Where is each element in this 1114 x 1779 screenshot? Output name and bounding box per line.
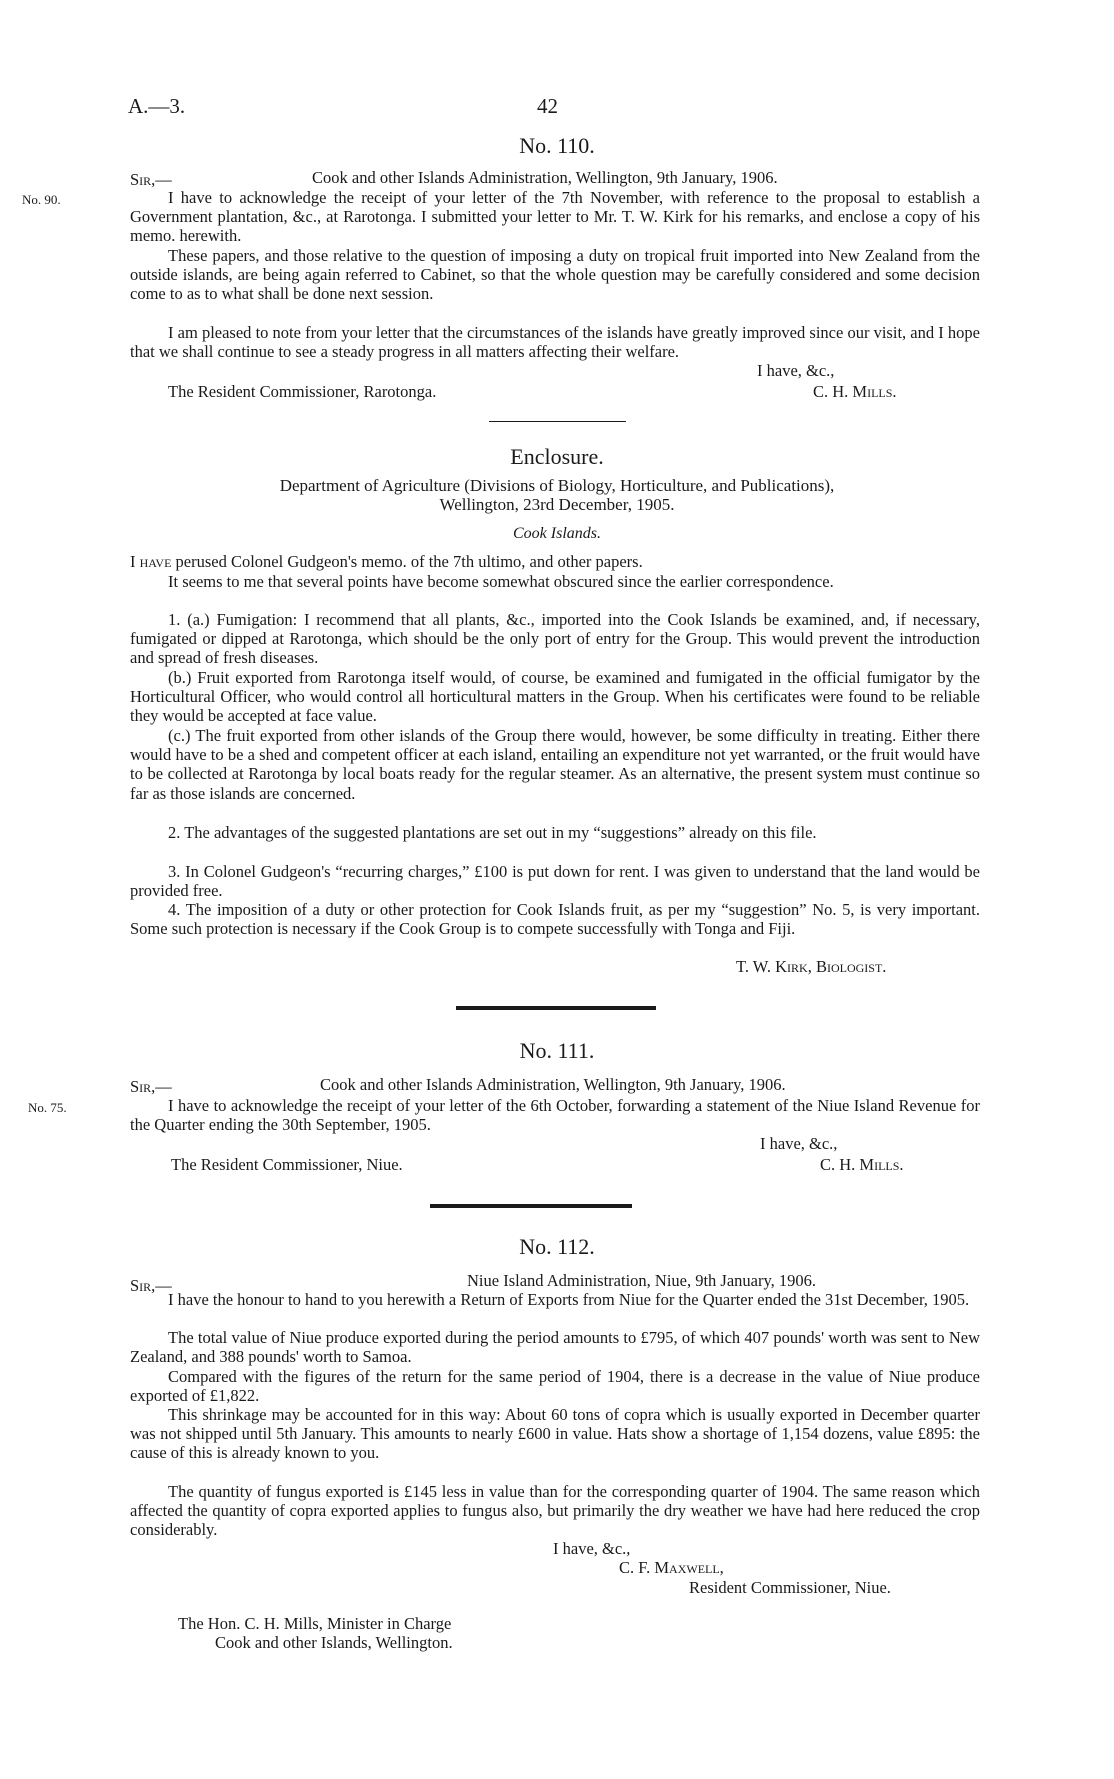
letter-111-margin-ref: No. 75.	[28, 1100, 67, 1115]
letter-111-dateline: Cook and other Islands Administration, Wellington, 9th January, 1906.	[320, 1075, 786, 1094]
enclosure-paragraph-1: It seems to me that several points have become somewhat obscured since the earlier correspondence.	[168, 572, 834, 591]
letter-110-paragraph-1: I have to acknowledge the receipt of your letter of the 7th November, with reference to the proposal to establish a Government plantation, &c., at Rarotonga. I submitted your letter to Mr. T. W. Kirk for his remarks, and enclose a copy of his memo. herewith.	[130, 188, 980, 246]
enclosure-paragraph-5: 2. The advantages of the suggested plantations are set out in my “suggestions” already on this file.	[168, 823, 817, 842]
letter-112-paragraph-1: I have the honour to hand to you herewith a Return of Exports from Niue for the Quarter ended the 31st December, 1905.	[168, 1290, 970, 1309]
divider	[489, 421, 626, 422]
letter-111-paragraph-1: I have to acknowledge the receipt of your letter of the 6th October, forwarding a statement of the Niue Island Revenue for the Quarter ending the 30th September, 1905.	[130, 1096, 980, 1135]
enclosure-heading: Enclosure.	[510, 444, 604, 469]
page-reference: A.—3.	[128, 94, 186, 118]
enclosure-paragraph-6: 3. In Colonel Gudgeon's “recurring charges,” £100 is put down for rent. I was given to understand that the land would be provided free.	[130, 862, 980, 901]
enclosure-dateline: Wellington, 23rd December, 1905.	[439, 495, 675, 514]
letter-112-dateline: Niue Island Administration, Niue, 9th January, 1906.	[467, 1271, 817, 1290]
letter-110-signature: C. H. Mills.	[813, 382, 897, 401]
enclosure-department: Department of Agriculture (Divisions of Biology, Horticulture, and Publications),	[279, 476, 835, 495]
enclosure-paragraph-3: (b.) Fruit exported from Rarotonga itself would, of course, be examined and fumigated in the official fumigator by the Horticultural Officer, who would control all horticultural matters in the Group. When his certificates were found to be reliable they would be accepted at face value.	[130, 668, 980, 726]
letter-112-signature-title: Resident Commissioner, Niue.	[689, 1578, 891, 1597]
letter-111-salutation: Sir,—	[130, 1077, 172, 1096]
letter-110-addressee: The Resident Commissioner, Rarotonga.	[168, 382, 437, 401]
letter-112-closing: I have, &c.,	[553, 1539, 631, 1558]
enclosure-signature: T. W. Kirk, Biologist.	[736, 957, 887, 976]
letter-112-heading: No. 112.	[519, 1234, 595, 1259]
letter-112-addressee-line-2: Cook and other Islands, Wellington.	[215, 1633, 453, 1652]
letter-112-paragraph-2: The total value of Niue produce exported during the period amounts to £795, of which 407 pounds' worth was sent to New Zealand, and 388 pounds' worth to Samoa.	[130, 1328, 980, 1367]
letter-110-heading: No. 110.	[519, 133, 595, 158]
section-divider	[430, 1204, 632, 1208]
letter-112-signature: C. F. Maxwell,	[619, 1558, 724, 1577]
enclosure-opening: I have perused Colonel Gudgeon's memo. of the 7th ultimo, and other papers.	[130, 552, 643, 571]
enclosure-opening-caps: I have	[130, 552, 172, 571]
letter-112-paragraph-4: This shrinkage may be accounted for in this way: About 60 tons of copra which is usually exported in December quarter was not shipped until 5th January. This amounts to nearly £600 in value. Hats show a shortage of 1,154 dozens, value £895: the cause of this is already known to you.	[130, 1405, 980, 1463]
letter-110-margin-ref: No. 90.	[22, 192, 61, 207]
letter-111-heading: No. 111.	[519, 1038, 595, 1063]
letter-110-salutation: Sir,—	[130, 170, 172, 189]
letter-110-dateline: Cook and other Islands Administration, Wellington, 9th January, 1906.	[312, 168, 778, 187]
enclosure-paragraph-4: (c.) The fruit exported from other islands of the Group there would, however, be some difficulty in treating. Either there would have to be a shed and competent officer at each island, entailing an expenditure not yet warranted, or the fruit would have to be collected at Rarotonga by local boats ready for the regular steamer. As an alternative, the present system must continue so far as those islands are concerned.	[130, 726, 980, 803]
letter-112-paragraph-3: Compared with the figures of the return for the same period of 1904, there is a decrease in the value of Niue produce exported of £1,822.	[130, 1367, 980, 1406]
letter-111-signature: C. H. Mills.	[820, 1155, 904, 1174]
letter-110-closing: I have, &c.,	[757, 361, 835, 380]
letter-112-paragraph-5: The quantity of fungus exported is £145 less in value than for the corresponding quarter of 1904. The same reason which affected the quantity of copra exported applies to fungus also, but primarily the dry weather we have had here reduced the crop considerably.	[130, 1482, 980, 1540]
section-divider	[456, 1006, 656, 1010]
letter-112-salutation: Sir,—	[130, 1276, 172, 1295]
letter-110-paragraph-2: These papers, and those relative to the question of imposing a duty on tropical fruit imported into New Zealand from the outside islands, are being again referred to Cabinet, so that the whole question may be carefully considered and some decision come to as to what shall be done next session.	[130, 246, 980, 304]
enclosure-subject: Cook Islands.	[513, 525, 601, 542]
letter-110-paragraph-3: I am pleased to note from your letter that the circumstances of the islands have greatly improved since our visit, and I hope that we shall continue to see a steady progress in all matters affecting their welfare.	[130, 323, 980, 362]
page-number: 42	[537, 94, 558, 118]
enclosure-paragraph-2: 1. (a.) Fumigation: I recommend that all plants, &c., imported into the Cook Islands be examined, and, if necessary, fumigated or dipped at Rarotonga, which should be the only port of entry for the Group. This would prevent the introduction and spread of fresh diseases.	[130, 610, 980, 668]
letter-111-closing: I have, &c.,	[760, 1134, 838, 1153]
letter-111-addressee: The Resident Commissioner, Niue.	[171, 1155, 403, 1174]
letter-112-addressee-line-1: The Hon. C. H. Mills, Minister in Charge	[178, 1614, 452, 1633]
enclosure-paragraph-7: 4. The imposition of a duty or other protection for Cook Islands fruit, as per my “suggestion” No. 5, is very important. Some such protection is necessary if the Cook Group is to compete successfully with Tonga and Fiji.	[130, 900, 980, 939]
